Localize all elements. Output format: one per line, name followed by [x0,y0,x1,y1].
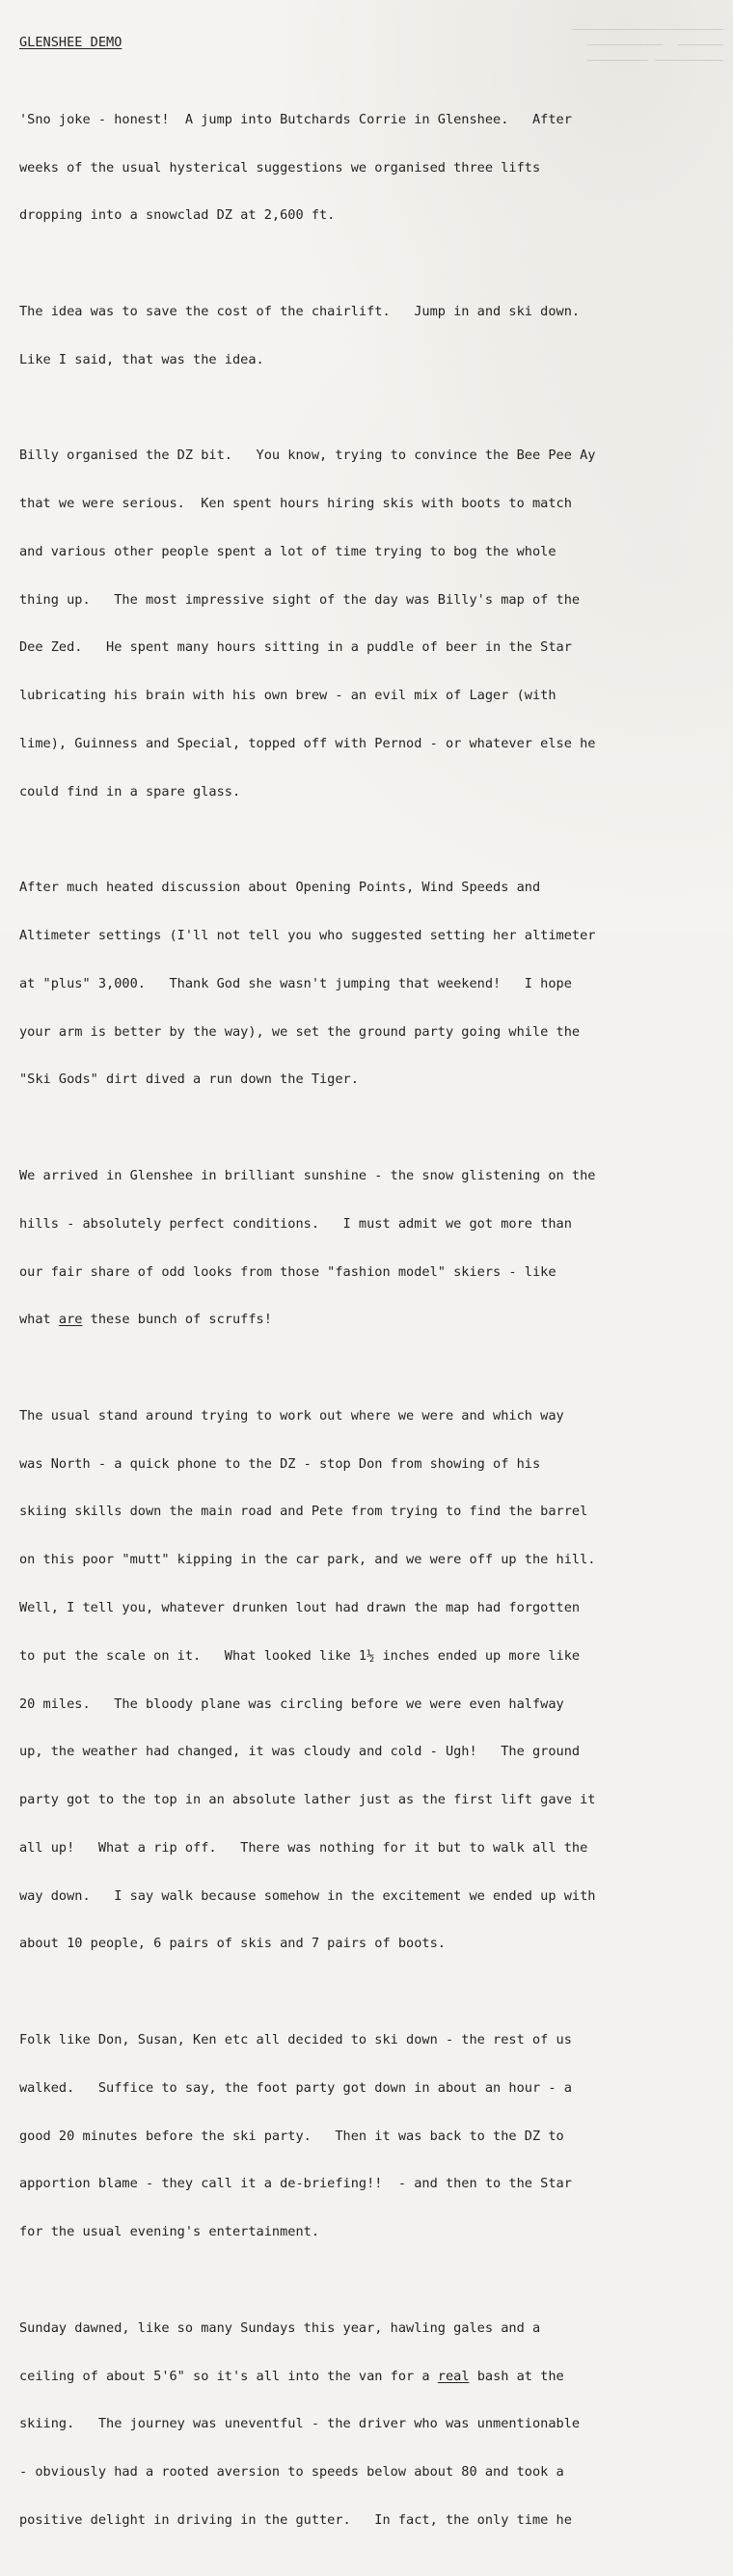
text-line: that we were serious. Ken spent hours hiring skis with boots to match [19,496,572,512]
paragraph-1 [19,80,729,257]
text-line: hills - absolutely perfect conditions. I must admit we got more than [19,1215,572,1232]
text-line: could find in a spare glass. [19,783,241,800]
text-line: on this poor "mutt" kipping in the car park, and we were off up the hill. [19,1552,596,1568]
text-line: walked. Suffice to say, the foot party got down in about an hour - a [19,2079,572,2096]
text-line: up, the weather had changed, it was cloudy and cold - Ugh! The ground [19,1744,581,1760]
paragraph-8 [19,2289,729,2561]
text-line: Sunday dawned, like so many Sundays this year, hawling gales and a [19,2319,541,2336]
text-line: dropping into a snowclad DZ at 2,600 ft. [19,207,336,224]
paragraph-2 [19,272,729,400]
text-line: skiing skills down the main road and Pete from trying to find the barrel [19,1504,588,1520]
typed-article [19,35,729,2576]
text-line: The idea was to save the cost of the chairlift. Jump in and ski down. [19,303,581,319]
underlined-word: are [58,1312,83,1328]
text-line: Well, I tell you, whatever drunken lout had drawn the map had forgotten [19,1600,581,1615]
paragraph-5 [19,1136,729,1360]
text-line: all up! What a rip off. There was nothing for it but to walk all the [19,1839,588,1856]
text-line: about 10 people, 6 pairs of skis and 7 pairs of boots. [19,1936,446,1952]
paragraph-6 [19,1376,729,1985]
text-line: "Ski Gods" dirt dived a run down the Tiger. [19,1071,359,1088]
show-through-bleed: ──────────────────── ────── ────────── ───────── ──────── [572,23,723,68]
text-line: weeks of the usual hysterical suggestions we organised three lifts [19,159,541,176]
text-line: Like I said, that was the idea. [19,351,264,367]
text-line: 20 miles. The bloody plane was circling before we were even halfway [19,1695,564,1712]
text-line: Dee Zed. He spent many hours sitting in a puddle of beer in the Star [19,639,572,656]
text-line: party got to the top in an absolute lather just as the first lift gave it [19,1792,596,1808]
text-line: Altimeter settings (I'll not tell you who suggested setting her altimeter [19,928,596,944]
text-line: for the usual evening's entertainment. [19,2224,319,2240]
text-line: lubricating his brain with his own brew - an evil mix of Lager (with [19,688,557,704]
text-line: Billy organised the DZ bit. You know, trying to convince the Bee Pee Ay [19,447,596,464]
underlined-word: real [437,2368,470,2384]
text-line: apportion blame - they call it a de-briefing!! - and then to the Star [19,2176,572,2192]
page-title: GLENSHEE DEMO [19,35,122,50]
text-line: good 20 minutes before the ski party. Then it was back to the DZ to [19,2128,564,2144]
text-line: positive delight in driving in the gutter. In fact, the only time he [19,2511,572,2528]
text-line-underlined-word: what are these bunch of scruffs! [19,1312,272,1328]
paragraph-7 [19,2000,729,2272]
text-line: The usual stand around trying to work out where we were and which way [19,1407,564,1424]
text-line: at "plus" 3,000. Thank God she wasn't jumping that weekend! I hope [19,975,572,991]
text-line: was North - a quick phone to the DZ - stop Don from showing of his [19,1455,541,1472]
text-line: - obviously had a rooted aversion to speeds below about 80 and took a [19,2464,564,2481]
text-line: After much heated discussion about Opening Points, Wind Speeds and [19,880,541,896]
text-line-underlined-word: ceiling of about 5'6" so it's all into the van for a real bash at the [19,2368,564,2384]
text-line: your arm is better by the way), we set the ground party going while the [19,1023,581,1040]
text-line: 'Sno joke - honest! A jump into Butchards Corrie in Glenshee. After [19,111,572,127]
text-line: and various other people spent a lot of time trying to bog the whole [19,543,557,559]
paragraph-3 [19,416,729,831]
text-line: our fair share of odd looks from those "fashion model" skiers - like [19,1263,557,1280]
paragraph-4 [19,848,729,1120]
text-line: Folk like Don, Susan, Ken etc all decided to ski down - the rest of us [19,2032,572,2048]
text-line: to put the scale on it. What looked like 1½ inches ended up more like [19,1647,581,1664]
text-line: We arrived in Glenshee in brilliant sunshine - the snow glistening on the [19,1167,596,1183]
text-line: lime), Guinness and Special, topped off with Pernod - or whatever else he [19,735,596,751]
text-line: way down. I say walk because somehow in the excitement we ended up with [19,1887,596,1904]
text-line: thing up. The most impressive sight of the day was Billy's map of the [19,591,581,608]
text-line: skiing. The journey was uneventful - the driver who was unmentionable [19,2416,581,2432]
